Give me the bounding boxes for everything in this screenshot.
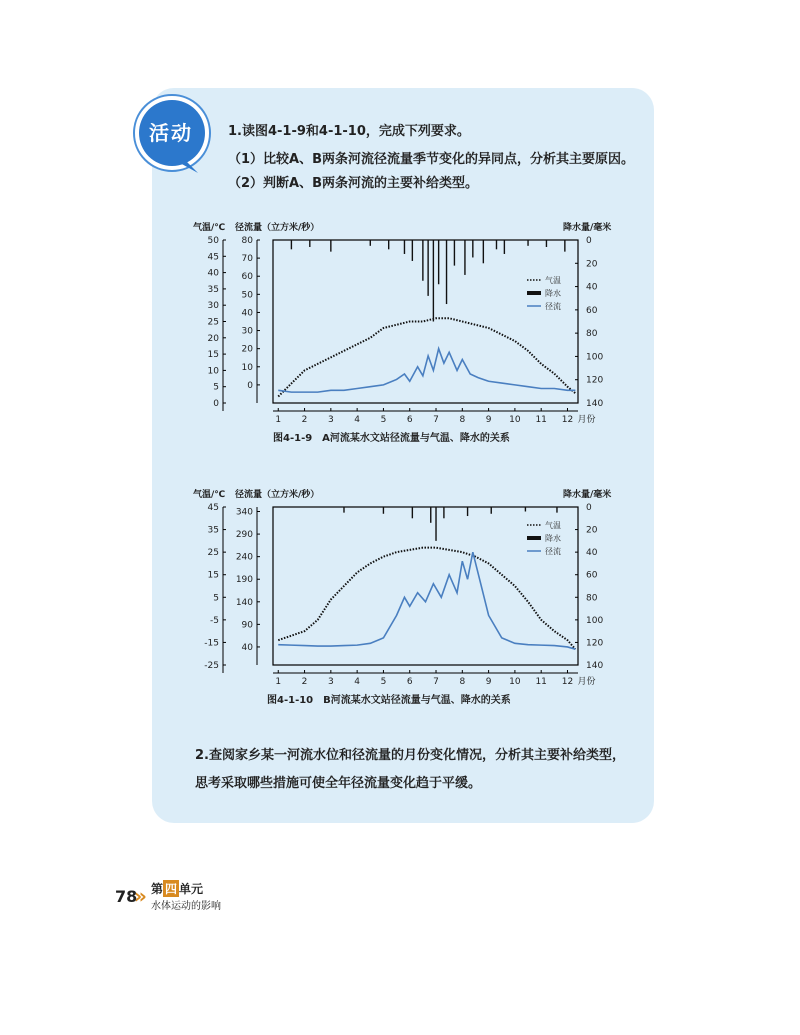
precip-tick-label: 100 bbox=[586, 352, 604, 363]
precip-tick-label: 100 bbox=[586, 615, 604, 626]
temp-tick-label: 20 bbox=[207, 333, 219, 344]
plot-frame bbox=[273, 507, 578, 665]
runoff-tick-label: 0 bbox=[247, 380, 253, 391]
runoff-tick-label: 20 bbox=[241, 344, 253, 355]
temp-tick-label: -15 bbox=[204, 638, 219, 649]
temp-tick-label: 35 bbox=[207, 284, 219, 295]
month-tick-label: 2 bbox=[301, 415, 308, 425]
chevron-right-icon: » bbox=[134, 884, 147, 908]
temp-tick-label: 50 bbox=[207, 236, 219, 246]
month-tick-label: 8 bbox=[459, 677, 466, 687]
temperature-line bbox=[278, 318, 575, 396]
unit-heading bbox=[151, 880, 203, 897]
temp-tick-label: 40 bbox=[207, 268, 219, 279]
activity-label: 活动 bbox=[149, 121, 193, 145]
month-tick-label: 2 bbox=[301, 677, 308, 687]
month-tick-label: 9 bbox=[485, 415, 492, 425]
temp-tick-label: 10 bbox=[207, 366, 219, 377]
legend-label: 径流 bbox=[545, 547, 561, 556]
temp-tick-label: 0 bbox=[213, 399, 219, 409]
month-tick-label: 1 bbox=[275, 677, 282, 687]
temp-tick-label: 15 bbox=[207, 570, 219, 581]
runoff-tick-label: 80 bbox=[241, 236, 253, 246]
unit-title: 水体运动的影响 bbox=[151, 901, 221, 912]
temp-tick-label: 25 bbox=[207, 548, 219, 559]
month-tick-label: 4 bbox=[354, 677, 361, 687]
question-2: 2.查阅家乡某一河流水位和径流量的月份变化情况，分析其主要补给类型，思考采取哪些措施可使全年径流量变化趋于平缓。 bbox=[195, 748, 625, 791]
temp-tick-label: 5 bbox=[213, 382, 219, 393]
chart-b bbox=[185, 485, 625, 705]
chart-a bbox=[185, 218, 625, 443]
temp-tick-label: 5 bbox=[213, 593, 219, 604]
month-tick-label: 3 bbox=[327, 415, 334, 425]
month-tick-label: 5 bbox=[380, 677, 387, 687]
runoff-tick-label: 60 bbox=[241, 272, 253, 283]
runoff-tick-label: 40 bbox=[241, 642, 253, 653]
month-tick-label: 1 bbox=[275, 415, 282, 425]
precip-tick-label: 80 bbox=[586, 329, 598, 340]
question-1-part-1: （1）比较A、B两条河流径流量季节变化的异同点，分析其主要原因。 bbox=[228, 152, 635, 167]
month-tick-label: 9 bbox=[485, 677, 492, 687]
month-tick-label: 6 bbox=[406, 415, 413, 425]
runoff-tick-label: 90 bbox=[241, 620, 253, 631]
temp-tick-label: 35 bbox=[207, 525, 219, 536]
temp-tick-label: 15 bbox=[207, 350, 219, 361]
precip-tick-label: 20 bbox=[586, 259, 598, 270]
runoff-axis-label: 径流量（立方米/秒） bbox=[235, 490, 320, 500]
legend-label: 降水 bbox=[545, 534, 561, 543]
runoff-tick-label: 10 bbox=[241, 362, 253, 373]
legend-label: 气温 bbox=[545, 521, 561, 530]
unit-prefix: 第 bbox=[151, 882, 164, 896]
legend-label: 径流 bbox=[545, 302, 561, 311]
precip-tick-label: 140 bbox=[586, 661, 604, 671]
month-tick-label: 5 bbox=[380, 415, 387, 425]
runoff-tick-label: 290 bbox=[235, 530, 253, 541]
temp-tick-label: -25 bbox=[204, 661, 219, 671]
runoff-tick-label: 50 bbox=[241, 290, 253, 301]
precip-tick-label: 60 bbox=[586, 305, 598, 316]
month-tick-label: 11 bbox=[535, 677, 547, 687]
precip-tick-label: 20 bbox=[586, 525, 598, 536]
precip-tick-label: 120 bbox=[586, 638, 604, 649]
precip-tick-label: 60 bbox=[586, 570, 598, 581]
month-tick-label: 4 bbox=[354, 415, 361, 425]
temp-tick-label: 45 bbox=[207, 252, 219, 263]
month-tick-label: 8 bbox=[459, 415, 466, 425]
legend-label: 气温 bbox=[545, 276, 561, 285]
question-1-intro: 1.读图4-1-9和4-1-10，完成下列要求。 bbox=[228, 124, 470, 139]
month-tick-label: 7 bbox=[433, 677, 439, 687]
runoff-line bbox=[278, 349, 575, 392]
temp-tick-label: 45 bbox=[207, 503, 219, 513]
precip-tick-label: 80 bbox=[586, 593, 598, 604]
month-tick-label: 10 bbox=[509, 677, 521, 687]
activity-panel bbox=[152, 88, 654, 823]
runoff-line bbox=[278, 552, 575, 649]
runoff-tick-label: 70 bbox=[241, 254, 253, 265]
temp-axis-label: 气温/℃ bbox=[193, 223, 226, 233]
month-tick-label: 11 bbox=[535, 415, 547, 425]
month-axis-label: 月份 bbox=[577, 415, 596, 425]
month-tick-label: 10 bbox=[509, 415, 521, 425]
runoff-tick-label: 30 bbox=[241, 326, 253, 337]
precip-tick-label: 40 bbox=[586, 548, 598, 559]
runoff-tick-label: 340 bbox=[235, 507, 253, 518]
page-number: 78 bbox=[115, 887, 138, 906]
precip-tick-label: 40 bbox=[586, 282, 598, 293]
unit-suffix: 单元 bbox=[179, 882, 204, 896]
chart-caption: 图4-1-9 A河流某水文站径流量与气温、降水的关系 bbox=[273, 433, 510, 443]
precip-tick-label: 140 bbox=[586, 399, 604, 409]
month-tick-label: 7 bbox=[433, 415, 439, 425]
legend-label: 降水 bbox=[545, 289, 561, 298]
chart-caption: 图4-1-10 B河流某水文站径流量与气温、降水的关系 bbox=[267, 695, 511, 705]
temp-tick-label: 30 bbox=[207, 301, 219, 312]
temp-tick-label: 25 bbox=[207, 317, 219, 328]
month-tick-label: 3 bbox=[327, 677, 334, 687]
month-axis-label: 月份 bbox=[577, 677, 596, 687]
question-1-part-2: （2）判断A、B两条河流的主要补给类型。 bbox=[228, 176, 479, 191]
month-tick-label: 6 bbox=[406, 677, 413, 687]
runoff-tick-label: 240 bbox=[235, 552, 253, 563]
runoff-axis-label: 径流量（立方米/秒） bbox=[235, 223, 320, 233]
temp-tick-label: -5 bbox=[210, 615, 219, 626]
precip-tick-label: 0 bbox=[586, 503, 592, 513]
month-tick-label: 12 bbox=[561, 677, 574, 687]
runoff-tick-label: 40 bbox=[241, 308, 253, 319]
precip-axis-label: 降水量/毫米 bbox=[563, 490, 612, 500]
precip-tick-label: 0 bbox=[586, 236, 592, 246]
plot-frame bbox=[273, 240, 578, 403]
runoff-tick-label: 140 bbox=[235, 597, 253, 608]
precip-tick-label: 120 bbox=[586, 375, 604, 386]
unit-number: 四 bbox=[165, 882, 178, 896]
month-tick-label: 12 bbox=[561, 415, 574, 425]
temp-axis-label: 气温/℃ bbox=[193, 490, 226, 500]
precip-axis-label: 降水量/毫米 bbox=[563, 223, 612, 233]
runoff-tick-label: 190 bbox=[235, 575, 253, 586]
